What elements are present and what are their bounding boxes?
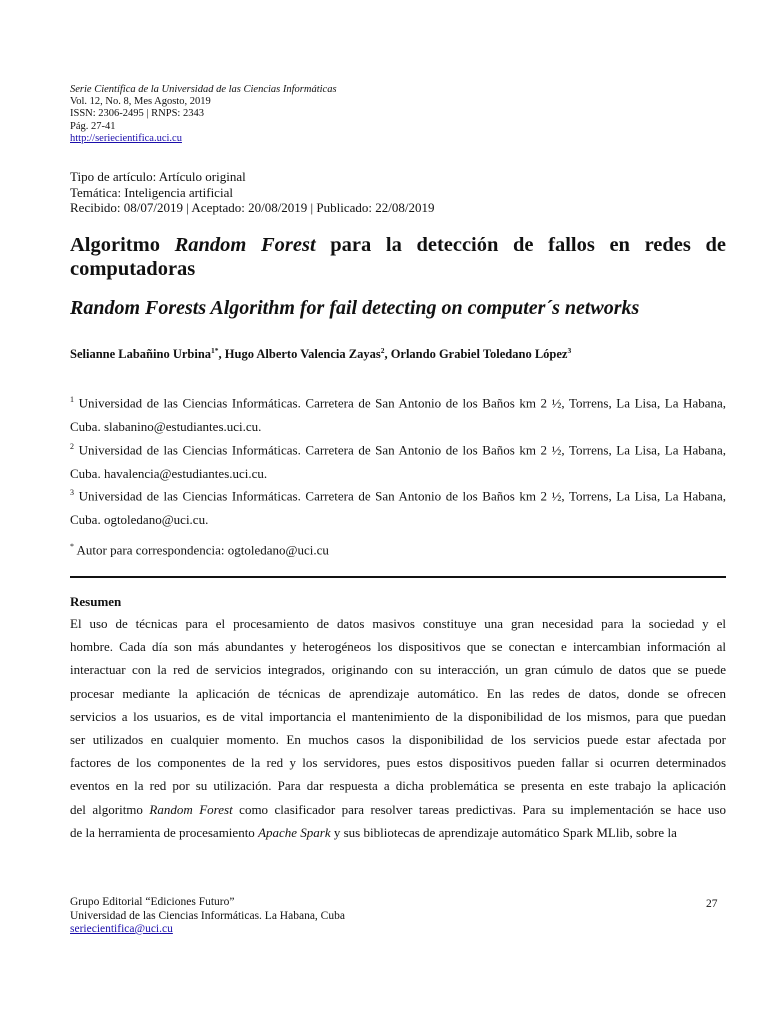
correspondence-text: Autor para correspondencia: ogtoledano@uci.cu [76, 542, 329, 558]
abstract-line: factores de los componentes de la red y los servidores, pues estos dispositivos pueden fallar si ocurren determinados [70, 755, 726, 771]
affiliation-1 [70, 388, 726, 438]
footer-email-link[interactable]: seriecientifica@uci.cu [70, 923, 173, 935]
abstract-line: El uso de técnicas para el procesamiento de datos masivos constituye una gran necesidad para la sociedad y el [70, 616, 726, 631]
title-es-post: para la detección de fallos en redes de computadoras [70, 234, 726, 280]
article-topic: Temática: Inteligencia artificial [70, 184, 233, 200]
abstract-line: ser utilizados en cualquier momento. En muchos casos la disponibilidad de los servicios puede estar afectada por [70, 731, 726, 747]
title-es-italic: Random Forest [174, 234, 316, 256]
journal-header [70, 84, 337, 145]
journal-volume: Vol. 12, No. 8, Mes Agosto, 2019 [70, 96, 211, 108]
page-number: 27 [706, 898, 718, 910]
journal-pages: Pág. 27-41 [70, 120, 116, 132]
title-english: Random Forests Algorithm for fail detecting on computer´s networks [70, 297, 640, 319]
author-list [70, 346, 571, 362]
abstract-line: del algoritmo Random Forest como clasificador para resolver tareas predictivas. Para su implementación se hace uso [70, 801, 726, 817]
author-name: Selianne Labañino Urbina [70, 347, 212, 362]
author-affil-mark: 2 [380, 346, 385, 355]
abstract-line: servicios a los usuarios, es de vital importancia el mantenimiento de la disponibilidad de los mismos, para que puedan [70, 708, 726, 724]
author-separator: , [218, 347, 225, 362]
author-affil-mark: 1* [211, 346, 219, 355]
corresponding-author [70, 542, 329, 558]
title-es-pre: Algoritmo [70, 234, 175, 256]
title-spanish [70, 233, 726, 281]
affiliation-number: 2 [70, 442, 74, 451]
section-divider [70, 576, 726, 578]
abstract-italic-term: Apache Spark [258, 824, 331, 840]
author-separator: , [384, 347, 391, 362]
affiliation-text: Universidad de las Ciencias Informáticas. Carretera de San Antonio de los Baños km 2 ½, Torrens, La Lisa, La Habana, Cuba. ogtoledano@uci.cu. [70, 488, 727, 527]
abstract-line: interactuar con la red de servicios integrados, originando con su interacción, un gran cúmulo de datos que se puede [70, 662, 726, 678]
abstract-line: procesar mediante la aplicación de técnicas de aprendizaje automático. En las redes de datos, donde se ofrecen [70, 685, 726, 701]
author-affil-mark: 3 [567, 346, 572, 355]
affiliation-text: Universidad de las Ciencias Informáticas. Carretera de San Antonio de los Baños km 2 ½, Torrens, La Lisa, La Habana, Cuba. havalencia@estudiantes.uci.cu. [70, 442, 727, 481]
journal-series: Serie Científica de la Universidad de las Ciencias Informáticas [70, 84, 337, 95]
author-name: Hugo Alberto Valencia Zayas [224, 347, 381, 362]
abstract-line: eventos en la red por su utilización. Para dar respuesta a dicha problemática se presenta en este trabajo la aplicación [70, 778, 726, 794]
journal-issn: ISSN: 2306-2495 | RNPS: 2343 [70, 108, 204, 120]
affiliation-3 [70, 481, 726, 531]
affiliation-text: Universidad de las Ciencias Informáticas. Carretera de San Antonio de los Baños km 2 ½, Torrens, La Lisa, La Habana, Cuba. slabanino@estudiantes.uci.cu. [70, 395, 727, 434]
correspondence-mark: * [70, 542, 74, 551]
journal-url-link[interactable]: http://seriecientifica.uci.cu [70, 132, 182, 144]
abstract-line: hombre. Cada día son más abundantes y heterogéneos los dispositivos que se conectan e intercambian información al [70, 639, 726, 655]
footer-address: Universidad de las Ciencias Informáticas. La Habana, Cuba [70, 909, 345, 922]
affiliation-number: 3 [70, 488, 74, 497]
abstract-italic-term: Random Forest [149, 801, 233, 817]
article-meta [70, 169, 434, 216]
page-footer [70, 896, 345, 937]
affiliation-number: 1 [70, 395, 74, 404]
affiliation-2 [70, 435, 726, 485]
author-name: Orlando Grabiel Toledano López [390, 347, 568, 362]
abstract-body [70, 612, 726, 844]
article-type: Tipo de artículo: Artículo original [70, 169, 246, 184]
article-dates: Recibido: 08/07/2019 | Aceptado: 20/08/2019 | Publicado: 22/08/2019 [70, 200, 435, 215]
abstract-line: de la herramienta de procesamiento Apache Spark y sus bibliotecas de aprendizaje automático Spark MLlib, sobre la [70, 824, 677, 840]
abstract-heading: Resumen [70, 594, 122, 609]
footer-publisher: Grupo Editorial “Ediciones Futuro” [70, 896, 235, 908]
